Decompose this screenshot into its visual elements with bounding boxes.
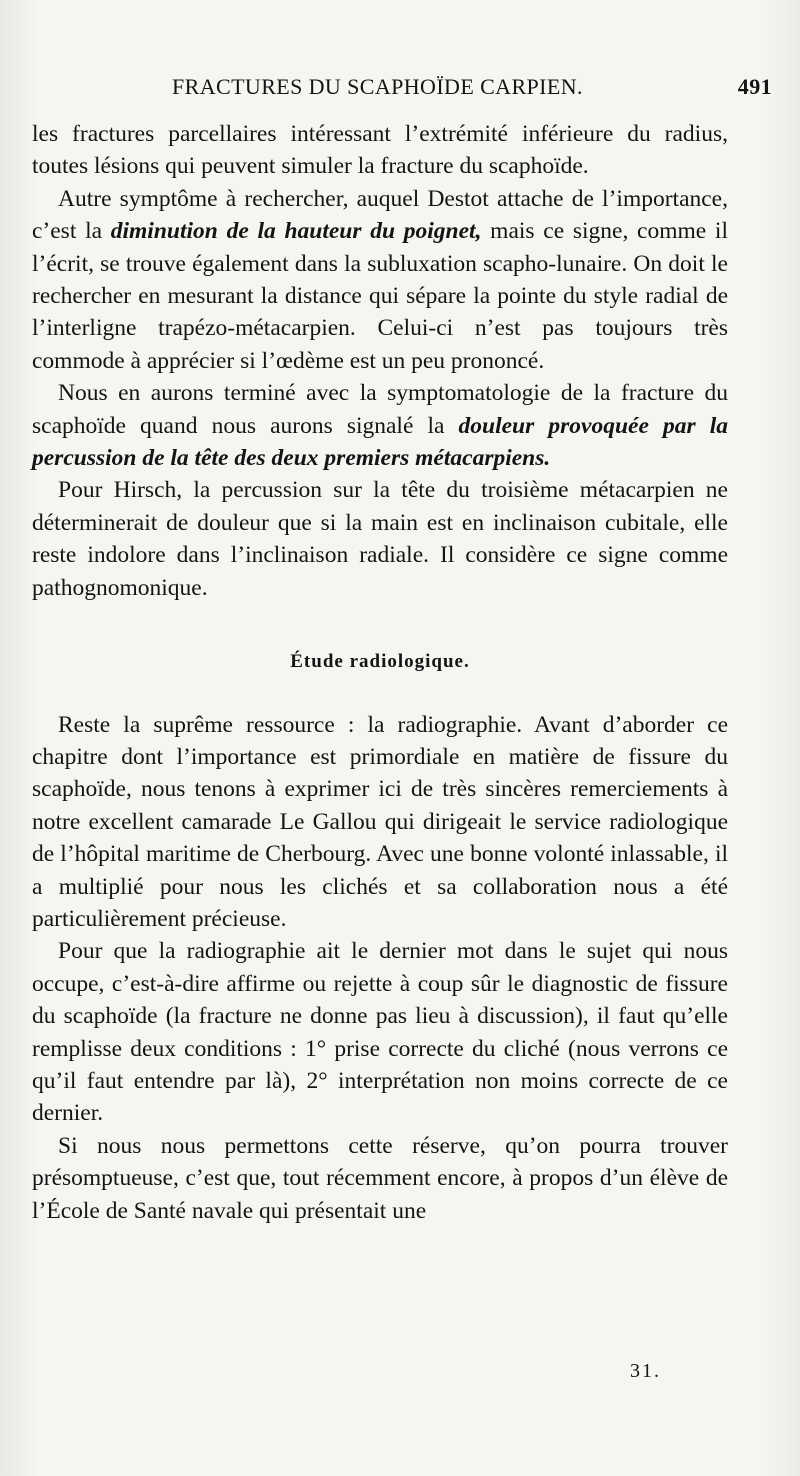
running-title: FRACTURES DU SCAPHOÏDE CARPIEN. <box>172 74 583 99</box>
page-number: 491 <box>737 74 772 99</box>
paragraph-3-text-a: Nous en aurons terminé avec la symptomatologie de la fracture du scaphoïde quand nous aurons signalé la <box>32 380 728 439</box>
paragraph-3-emphasis: douleur provoquée par la percussion de la tête des deux premiers métacarpiens. <box>32 412 728 472</box>
body-text <box>32 118 728 1227</box>
paragraph-6: Pour que la radiographie ait le dernier mot dans le sujet qui nous occupe, c’est-à-dire affirme ou rejette à coup sûr le diagnostic de fissure du scaphoïde (la fracture ne donne pas lieu à discussion), il faut qu’elle remplisse deux conditions : 1° prise correcte du cliché (nous verrons ce qu’il faut entendre par là), 2° interprétation non moins correcte de ce dernier. <box>32 938 728 1127</box>
running-header <box>32 74 772 106</box>
paragraph-2 <box>32 183 728 377</box>
paragraph-5: Reste la suprême ressource : la radiographie. Avant d’aborder ce chapitre dont l’importance est primordiale en matière de fissure du scaphoïde, nous tenons à exprimer ici de très sincères remerciements à notre excellent camarade Le Gallou qui dirigeait le service radiologique de l’hôpital maritime de Cherbourg. Avec une bonne volonté inlassable, il a multiplié pour nous les clichés et sa collaboration nous a été particulièrement précieuse. <box>32 711 728 932</box>
paragraph-2-text-b: mais ce signe, comme il l’écrit, se trouve également dans la subluxation scapho-lunaire. On doit le rechercher en mesurant la distance qui sépare la pointe du style radial de l’interligne trapézo-métacarpien. Celui-ci n’est pas toujours très commode à apprécier si l’œdème est un peu prononcé. <box>32 218 728 374</box>
section-title: Étude radiologique. <box>290 651 470 673</box>
paragraph-2-text-a: Autre symptôme à rechercher, auquel Destot attache de l’importance, c’est la <box>32 185 728 245</box>
paragraph-2-emphasis: diminution de la hauteur du poignet, <box>110 218 482 245</box>
paragraph-7: Si nous nous permettons cette réserve, qu’on pourra trouver présomptueuse, c’est que, tout récemment encore, à propos d’un élève de l’École de Santé navale qui présentait une <box>32 1132 728 1224</box>
paragraph-1: les fractures parcellaires intéressant l’extrémité inférieure du radius, toutes lésions qui peuvent simuler la fracture du scaphoïde. <box>32 121 728 180</box>
paragraph-3 <box>32 377 728 474</box>
signature-mark: 31. <box>630 1360 661 1382</box>
paragraph-4: Pour Hirsch, la percussion sur la tête du troisième métacarpien ne déterminerait de douleur que si la main est en inclinaison cubitale, elle reste indolore dans l’inclinaison radiale. Il considère ce signe comme pathognomonique. <box>32 477 728 601</box>
